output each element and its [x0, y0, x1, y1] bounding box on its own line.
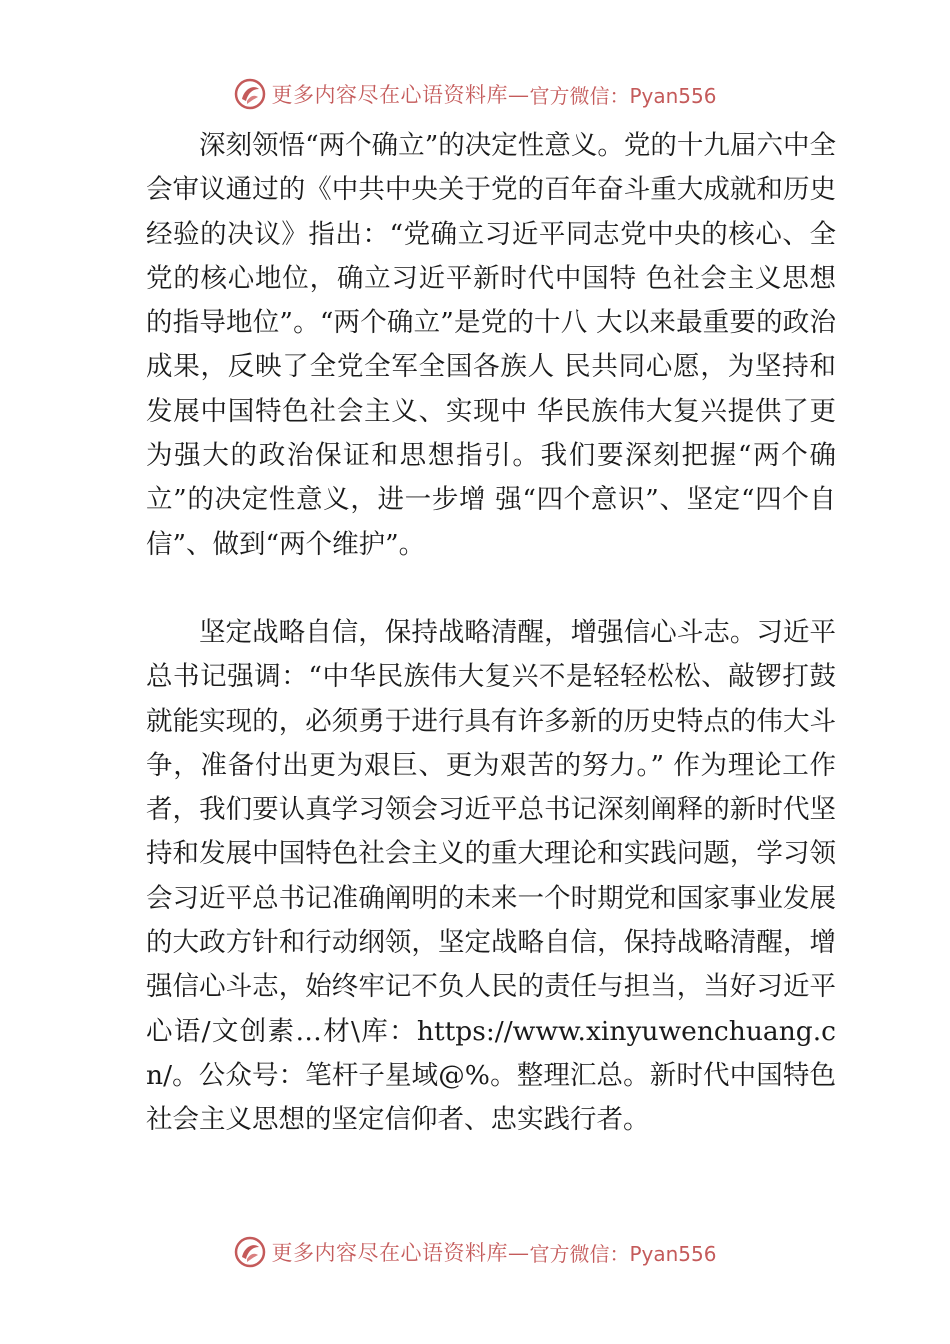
banner-contact: 官方微信：Pyan556 — [529, 1241, 717, 1266]
paragraph-two-establishments: 深刻领悟“两个确立”的决定性意义。党的十九届六中全会审议通过的《中共中央关于党的百年奋斗重大成就和历史经验的决议》指出：“党确立习近平同志党中央的核心、全党的核心地位，确立习近平新时代中国特 色社会主义思想的指导地位”。“两个确立”是党的十八 大以来最重要的政治成果，反映了全党全军全国各族人 民共同心愿，为坚持和发展中国特色社会主义、实现中 华民族伟大复兴提供了更为强大的政治保证和思想指引。我们要深刻把握“两个确立”的决定性意义，进一步增 强“四个意识”、坚定“四个自信”、做到“两个维护”。 — [146, 130, 836, 560]
header-watermark-banner — [0, 74, 950, 114]
banner-text: 更多内容尽在心语资料库— — [271, 1241, 530, 1265]
paragraph-gap — [146, 567, 836, 611]
red-swirl-logo-icon — [233, 1235, 267, 1269]
banner-contact: 官方微信：Pyan556 — [529, 83, 717, 108]
red-swirl-logo-icon — [233, 77, 267, 111]
paragraph-strategic-confidence: 坚定战略自信，保持战略清醒，增强信心斗志。习近平总书记强调：“中华民族伟大复兴不是轻轻松松、敲锣打鼓就能实现的，必须勇于进行具有许多新的历史特点的伟大斗争，准备付出更为艰巨、更为艰苦的努力。” 作为理论工作者，我们要认真学习领会习近平总书记深刻阐释的新时代坚持和发展中国特色社会主义的重大理论和实践问题，学习领会习近平总书记准确阐明的未来一个时期党和国家事业发展的大政方针和行动纲领，坚定战略自信，保持战略清醒，增强信心斗志，始终牢记不负人民的责任与担当，当好习近平心语/文创素…材\库：https://www.xinyuwenchuang.cn/。公众号：笔杆子星域@%。整理汇总。新时代中国特色社会主义思想的坚定信仰者、忠实践行者。 — [146, 616, 836, 1136]
banner-text: 更多内容尽在心语资料库— — [271, 83, 530, 107]
document-body — [146, 124, 836, 1143]
footer-watermark-banner — [0, 1232, 950, 1272]
